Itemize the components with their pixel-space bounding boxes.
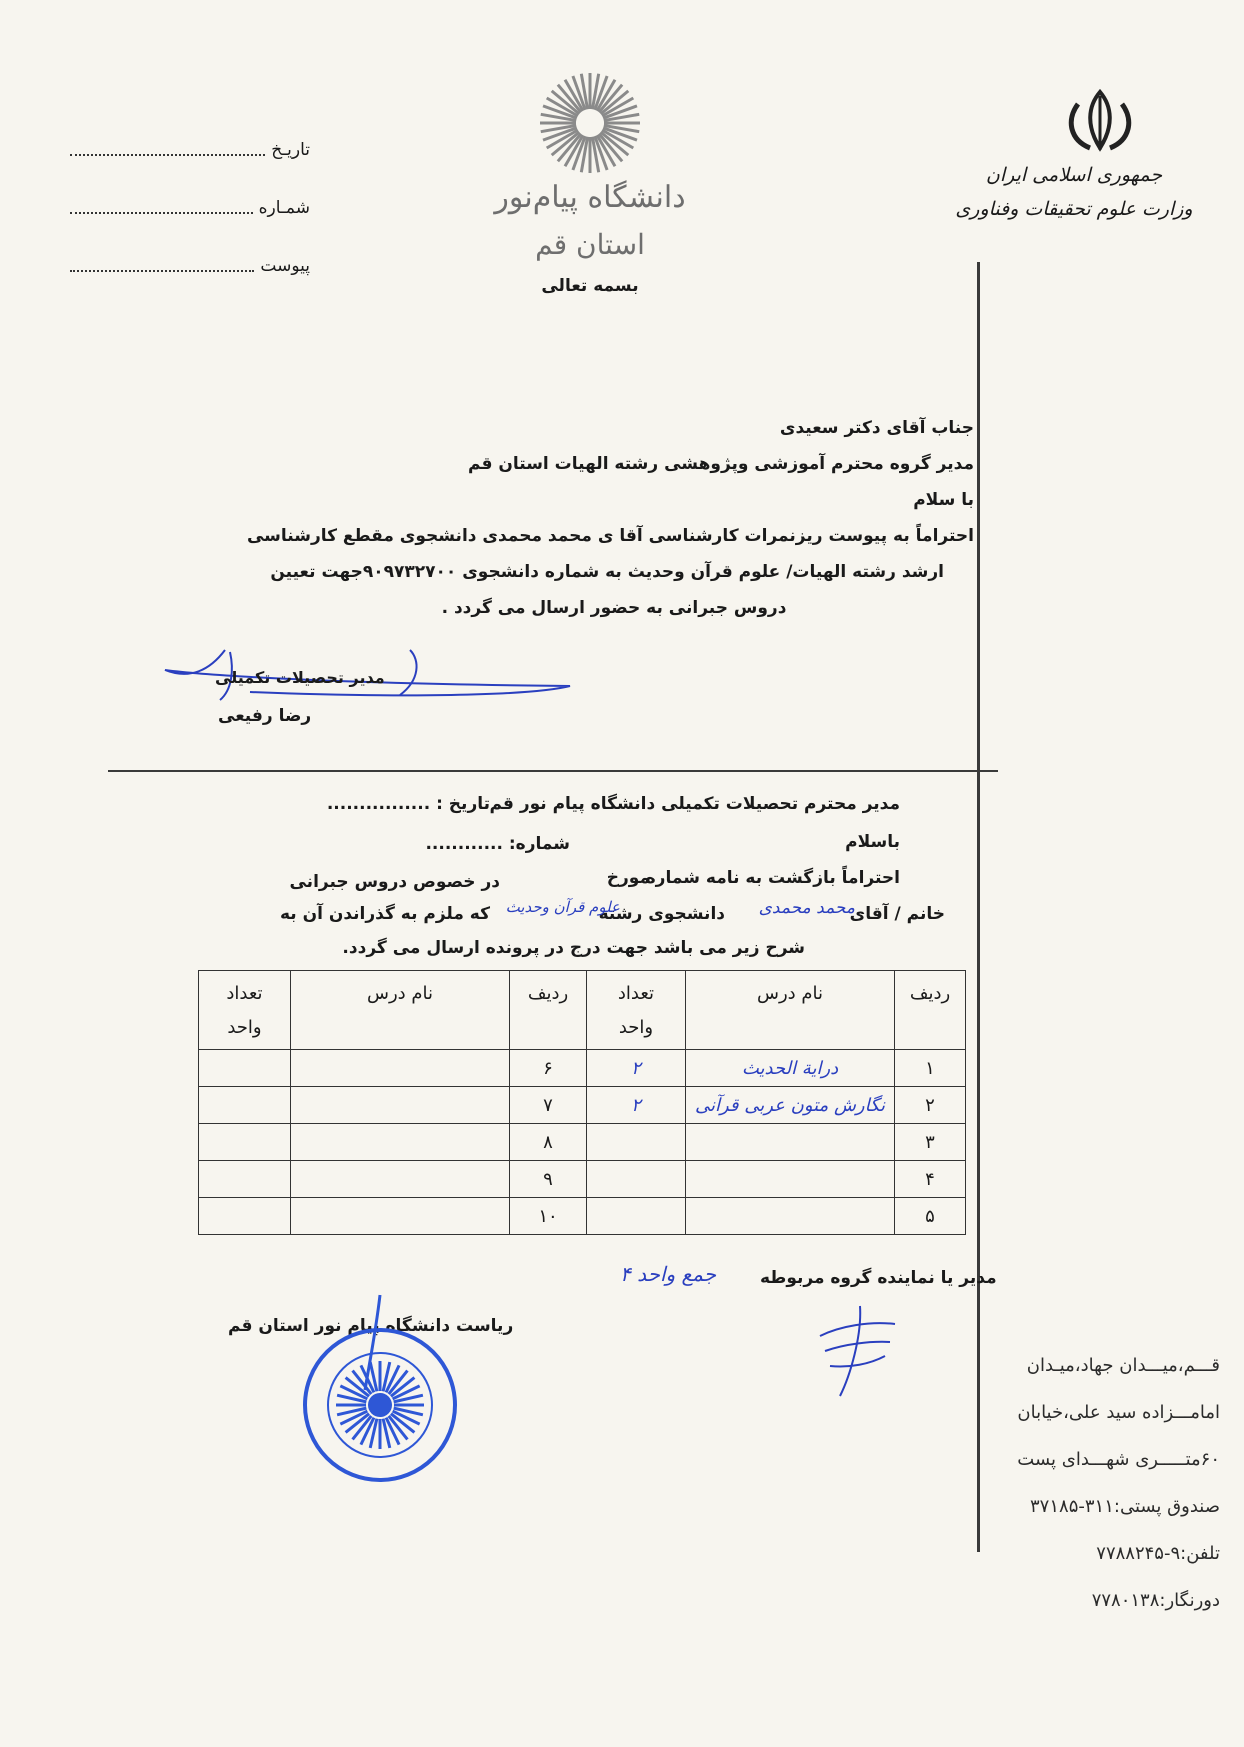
course-name: [291, 1198, 510, 1235]
country-name: جمهوری اسلامی ایران: [985, 164, 1163, 186]
letter-body: [214, 410, 974, 626]
university-address: [965, 1342, 1220, 1624]
course-units: ۲: [587, 1087, 686, 1124]
university-name: دانشگاه پیام‌نور: [494, 180, 686, 215]
handwritten-signature: [800, 1296, 910, 1406]
header-row-number: ردیف: [895, 971, 966, 1050]
body-line: احتراماً به پیوست ریزنمرات کارشناسی آقا ی محمد محمدی دانشجوی مقطع کارشناسی: [246, 526, 974, 546]
table-row: [199, 1124, 966, 1161]
signature-title: مدیر تحصیلات تکمیلی: [215, 668, 385, 687]
body-line: ارشد رشته الهیات/ علوم قرآن وحدیث به شماره دانشجوی ۹۰۹۷۳۲۷۰۰جهت تعیین: [270, 562, 944, 582]
table-row: [199, 1161, 966, 1198]
presidency-title: ریاست دانشگاه پیام نور استان قم: [228, 1316, 514, 1336]
address-line: قـــم،میـــدان جهاد،میـدان: [1026, 1355, 1220, 1376]
address-line: امامـــزاده سید علی،خیابان: [1017, 1402, 1220, 1423]
row-number: ۳: [895, 1124, 966, 1161]
number-field: شمـاره: [70, 198, 310, 218]
row-number: ۶: [510, 1050, 587, 1087]
greeting: با سلام: [913, 490, 974, 510]
course-name: [291, 1087, 510, 1124]
handwritten-student-name: محمد محمدی: [758, 898, 855, 918]
address-line: دورنگار:۷۷۸۰۱۳۸: [1091, 1590, 1220, 1611]
attachment-field: پیوست: [70, 256, 310, 276]
form-number: شماره: ............: [425, 834, 570, 854]
course-units: [587, 1161, 686, 1198]
ministry-title: وزارت علوم تحقیقات وفناوری: [955, 198, 1193, 220]
group-representative: مدیر یا نماینده گروه مربوطه: [760, 1268, 997, 1288]
signature-name: رضا رفیعی: [218, 706, 312, 726]
course-name: [291, 1050, 510, 1087]
form-dated: مورخ: [606, 868, 650, 888]
course-units: [199, 1087, 291, 1124]
table-row: [199, 1087, 966, 1124]
address-line: تلفن:۹-۷۷۸۸۲۴۵: [1096, 1543, 1220, 1564]
address-line: ۶۰متـــــری شهـــدای پست: [1017, 1449, 1220, 1470]
form-greeting: باسلام: [845, 832, 900, 852]
course-units: [199, 1161, 291, 1198]
table-header-row: [199, 971, 966, 1050]
header-course: نام درس: [686, 971, 895, 1050]
header-units: تعداد واحد: [199, 971, 291, 1050]
row-number: ۱۰: [510, 1198, 587, 1235]
salutation: جناب آقای دکتر سعیدی: [779, 418, 974, 438]
header-units: تعداد واحد: [587, 971, 686, 1050]
form-field-label: دانشجوی رشته: [598, 904, 725, 924]
course-units: [199, 1050, 291, 1087]
handwritten-field: علوم قرآن وحدیث: [505, 898, 620, 916]
form-line3: شرح زیر می باشد جهت درج در پرونده ارسال می گردد.: [342, 938, 805, 958]
course-name: درایة الحدیث: [686, 1050, 895, 1087]
course-units: [587, 1124, 686, 1161]
row-number: ۵: [895, 1198, 966, 1235]
row-number: ۷: [510, 1087, 587, 1124]
course-name: [291, 1161, 510, 1198]
row-number: ۲: [895, 1087, 966, 1124]
ministry-name: [954, 158, 1194, 226]
iran-emblem-logo: [1060, 86, 1140, 156]
form-obligation: که ملزم به گذراندن آن به: [279, 904, 490, 924]
form-reference: احتراماً بازگشت به نامه شماره: [645, 868, 900, 888]
handwritten-total-units: جمع واحد ۴: [620, 1262, 717, 1286]
bismillah: بسمه تعالی: [541, 276, 639, 296]
date-field: تاریـخ: [70, 140, 310, 160]
course-units: ۲: [587, 1050, 686, 1087]
course-name: [686, 1161, 895, 1198]
course-name: [686, 1124, 895, 1161]
table-row: [199, 1050, 966, 1087]
row-number: ۱: [895, 1050, 966, 1087]
course-units: [199, 1124, 291, 1161]
form-regarding: در خصوص دروس جبرانی: [289, 872, 500, 892]
row-number: ۸: [510, 1124, 587, 1161]
recipient-title: مدیر گروه محترم آموزشی وپژوهشی رشته الهیات استان قم: [468, 454, 974, 474]
course-name: نگارش متون عربی قرآنی: [686, 1087, 895, 1124]
course-units: [587, 1198, 686, 1235]
section-divider: [108, 770, 998, 772]
province-name: استان قم: [535, 228, 645, 261]
course-name: [291, 1124, 510, 1161]
courses-table: [198, 970, 966, 1235]
row-number: ۹: [510, 1161, 587, 1198]
form-student-prefix: خانم / آقای: [849, 904, 945, 924]
table-row: [199, 1198, 966, 1235]
header-course: نام درس: [291, 971, 510, 1050]
form-recipient: مدیر محترم تحصیلات تکمیلی دانشگاه پیام نور قم: [489, 794, 900, 814]
body-line: دروس جبرانی به حضور ارسال می گردد .: [441, 598, 787, 618]
course-name: [686, 1198, 895, 1235]
payame-noor-logo: [535, 68, 645, 178]
university-stamp-seal: [280, 1290, 480, 1500]
form-date: تاریخ : ................: [326, 794, 490, 814]
row-number: ۴: [895, 1161, 966, 1198]
course-units: [199, 1198, 291, 1235]
header-row-number: ردیف: [510, 971, 587, 1050]
address-line: صندوق پستی:۳۱۱-۳۷۱۸۵: [1030, 1496, 1220, 1517]
